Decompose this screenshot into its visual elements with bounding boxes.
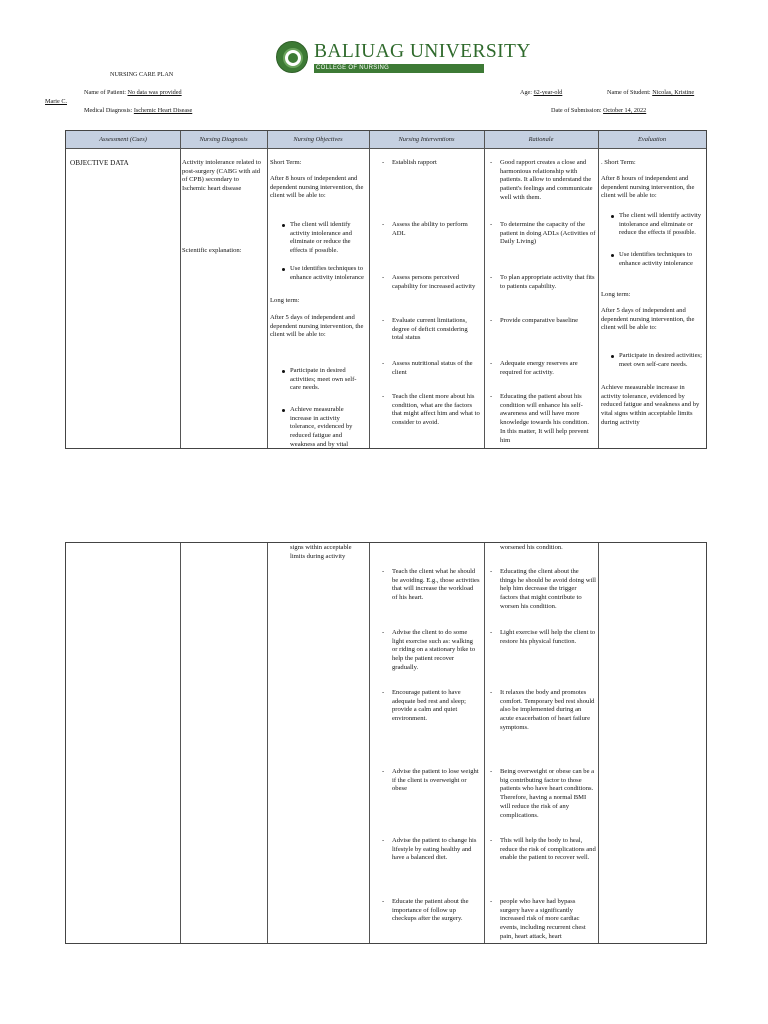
intervention-item: Evaluate current limitations, degree of deficit considering total status: [392, 317, 468, 342]
scientific-explanation-label: Scientific explanation:: [182, 247, 242, 254]
intervention-item: Advise the patient to lose weight if the client is overweight or obese: [392, 768, 479, 793]
evaluation-short-term-text: After 8 hours of independent and dependent nursing intervention, the client will be able to:: [601, 175, 695, 200]
rationale-item: Provide comparative baseline: [500, 317, 578, 324]
rationale-continued: worsened his condition.: [500, 544, 563, 551]
university-name: BALIUAG UNIVERSITY: [314, 41, 531, 62]
evaluation-final-text: Achieve measurable increase in activity tolerance, evidenced by reduced fatigue and weakness and by vital signs within acceptable limits during activity: [601, 384, 700, 426]
rationale-item: Educating the patient about his condition will enhance his self-awareness and will have more knowledge towards his condition. In this matter, It will help prevent him: [500, 393, 590, 444]
rationale-item: To plan appropriate activity that fits to patients capability.: [500, 274, 595, 290]
objectives-short-term-text: After 8 hours of independent and dependent nursing intervention, the client will be able to:: [270, 175, 364, 200]
objectives-long-term-text: After 5 days of independent and dependent nursing intervention, the client will be able to:: [270, 314, 364, 339]
intervention-item: Educate the patient about the importance of follow up checkups after the surgery.: [392, 898, 469, 923]
evaluation-short-term-heading: . Short Term:: [601, 159, 636, 166]
diagnosis-line: Medical Diagnosis: Ischemic Heart Disease: [84, 107, 193, 114]
header-evaluation: Evaluation: [637, 136, 667, 143]
student-name: Nicolas, Kristine: [652, 89, 695, 96]
rationale-item: This will help the body to heal, reduce the risk of complications and enable the patient to recover well.: [500, 837, 596, 862]
student-line: Name of Student: Nicolas, Kristine: [607, 89, 695, 96]
header-diagnosis: Nursing Diagnosis: [199, 136, 248, 143]
objectives-long-item-1: Participate in desired activities; meet own self-care needs.: [290, 367, 357, 392]
intervention-item: Advise the client to do some light exercise such as: walking or riding on a stationary bike to help the patient recover gradually.: [392, 629, 476, 671]
university-logo: [276, 40, 531, 76]
header-assessment: Assessment (Cues): [99, 136, 147, 143]
intervention-item: Teach the client what he should be avoiding. E.g., those activities that will increase the workload of his heart.: [392, 568, 480, 602]
rationale-item: Light exercise will help the client to restore his physical function.: [500, 629, 596, 645]
intervention-item: Assess persons perceived capability for increased activity: [392, 274, 476, 290]
patient-name: No data was provided: [127, 89, 182, 96]
header-rationale: Rationale: [528, 136, 554, 143]
objectives-short-item-2: Use identifies techniques to enhance activity intolerance: [290, 265, 364, 281]
nursing-diagnosis-text: Activity intolerance related to post-surgery (CABG with aid of CPB) secondary to Ischemic heart disease: [182, 159, 261, 193]
student-name-continued: Marie C.: [45, 98, 67, 105]
intervention-item: Establish rapport: [392, 159, 437, 166]
rationale-item: It relaxes the body and promotes comfort. Temporary bed rest should also be implemented during an acute exacerbation of heart failure symptoms.: [500, 689, 595, 731]
medical-diagnosis: Ischemic Heart Disease: [133, 107, 193, 114]
table-header-row: [66, 131, 706, 149]
evaluation-short-item-1: The client will identify activity intolerance and eliminate or reduce the effects if possible.: [619, 212, 702, 237]
intervention-item: Advise the patient to change his lifestyle by eating healthy and have a balanced diet.: [392, 837, 477, 862]
document-title: NURSING CARE PLAN: [110, 71, 174, 78]
rationale-item: Being overweight or obese can be a big contributing factor to those patients who have heart conditions. Therefore, having a normal BMI will reduce the risk of any complications.: [500, 768, 595, 819]
rationale-item: Good rapport creates a close and harmonious relationship with patients. It allow to understand the patient's feelings and communicate well with them.: [500, 159, 593, 201]
objectives-long-term-heading: Long term:: [270, 297, 300, 304]
college-name: COLLEGE OF NURSING: [314, 64, 484, 73]
assessment-objective-data: OBJECTIVE DATA: [70, 159, 129, 167]
rationale-item: Adequate energy reserves are required for activity.: [500, 360, 578, 376]
header-objectives: Nursing Objectives: [293, 136, 343, 143]
objectives-continued: signs within acceptable limits during activity: [290, 544, 352, 560]
evaluation-short-item-2: Use identifies techniques to enhance activity intolerance: [619, 251, 693, 267]
submission-date: October 14, 2022: [603, 107, 647, 114]
header-interventions: Nursing Interventions: [398, 136, 455, 143]
patient-age: 62-year-old: [533, 89, 563, 96]
date-line: Date of Submission: October 14, 2022: [551, 107, 647, 114]
evaluation-long-term-heading: Long term:: [601, 291, 631, 298]
rationale-item: To determine the capacity of the patient in doing ADLs (Activities of Daily Living): [500, 221, 596, 246]
evaluation-long-item-1: Participate in desired activities; meet own self-care needs.: [619, 352, 702, 368]
objectives-short-item-1: The client will identify activity intolerance and eliminate or reduce the effects if possible.: [290, 221, 352, 255]
rationale-item: people who have had bypass surgery have a significantly increased risk of more cardiac events, including recurrent chest pain, heart attack, heart: [500, 898, 586, 940]
patient-name-line: Name of Patient: No data was provided: [84, 89, 182, 96]
university-seal-icon: [276, 41, 308, 73]
evaluation-long-term-text: After 5 days of independent and dependent nursing intervention, the client will be able to:: [601, 307, 695, 332]
rationale-item: Educating the client about the things he should be avoid doing will help him decrease the trigger factors that might contribute to worsen his condition.: [500, 568, 596, 610]
care-plan-table-page1: Assessment (Cues) Nursing Diagnosis Nursing Objectives Nursing Interventions Rationale Evaluation OBJECTIVE DATA Activity intolerance related to post-surgery (CABG with aid of CPB) secondary to Ischemic heart disease Scientific explanation: Short Term: After 8 hours of independent and dependent nursing intervention, the client will be able to: The client will identify activity intolerance and eliminate or reduce the effects if possible. Use identifies techniques to enhance activity intolerance Long term: After 5 days of independent and dependent nursing intervention, the client will be able to: Participate in desired activities; meet own self-care needs. Achieve measurable increase in activity tolerance, evidenced by reduced fatigue and weakness and by vital - Establish rapport - Assess the ability to perform ADL - Assess persons perceived capability for increased activity - Evaluate current limitations, degree of deficit considering total status - Assess nutritional status of the client - Teach the client more about his condition, what are the factors that might affect him and what to consider to avoid. - Good rapport creates a close and harmonious relationship with patients. It allow to understand the patient's feelings and communicate well with them. - To determine the capacity of the patient in doing ADLs (Activities of Daily Living) - To plan appropriate activity that fits to patients capability. - Provide comparative baseline - Adequate energy reserves are required for activity. - Educating the patient about his condition will enhance his self-awareness and will have more knowledge towards his condition. In this matter, It will help prevent him . Short Term: After 8 hours of independent and dependent nursing intervention, the client will be able to: The client will identify activity intolerance and eliminate or reduce the effects if possible. Use identifies techniques to enhance activity intolerance Long term: After 5 days of independent and dependent nursing intervention, the client will be able to: Participate in desired activities; meet own self-care needs. Achieve measurable increase in activity tolerance, evidenced by reduced fatigue and weakness and by vital signs within acceptable limits during activity: [65, 130, 707, 449]
intervention-item: Assess the ability to perform ADL: [392, 221, 468, 237]
objectives-short-term-heading: Short Term:: [270, 159, 302, 166]
intervention-item: Encourage patient to have adequate bed rest and sleep; provide a calm and quiet environment.: [392, 689, 466, 723]
intervention-item: Teach the client more about his condition, what are the factors that might affect him and what to consider to avoid.: [392, 393, 480, 427]
care-plan-table-page2: signs within acceptable limits during activity worsened his condition. - Teach the client what he should be avoiding. E.g., those activities that will increase the workload of his heart. - Advise the client to do some light exercise such as: walking or riding on a stationary bike to help the patient recover gradually. - Encourage patient to have adequate bed rest and sleep; provide a calm and quiet environment. - Advise the patient to lose weight if the client is overweight or obese - Advise the patient to change his lifestyle by eating healthy and have a balanced diet. - Educate the patient about the importance of follow up checkups after the surgery. - Educating the client about the things he should be avoid doing will help him decrease the trigger factors that might contribute to worsen his condition. - Light exercise will help the client to restore his physical function. - It relaxes the body and promotes comfort. Temporary bed rest should also be implemented during an acute exacerbation of heart failure symptoms. - Being overweight or obese can be a big contributing factor to those patients who have heart conditions. Therefore, having a normal BMI will reduce the risk of any complications. - This will help the body to heal, reduce the risk of complications and enable the patient to recover well. - people who have had bypass surgery have a significantly increased risk of more cardiac events, including recurrent chest pain, heart attack, heart: [65, 542, 707, 944]
objectives-long-item-2: Achieve measurable increase in activity tolerance, evidenced by reduced fatigue and weakness and by vital: [290, 406, 353, 448]
intervention-item: Assess nutritional status of the client: [392, 360, 473, 376]
age-line: Age: 62-year-old: [520, 89, 563, 96]
